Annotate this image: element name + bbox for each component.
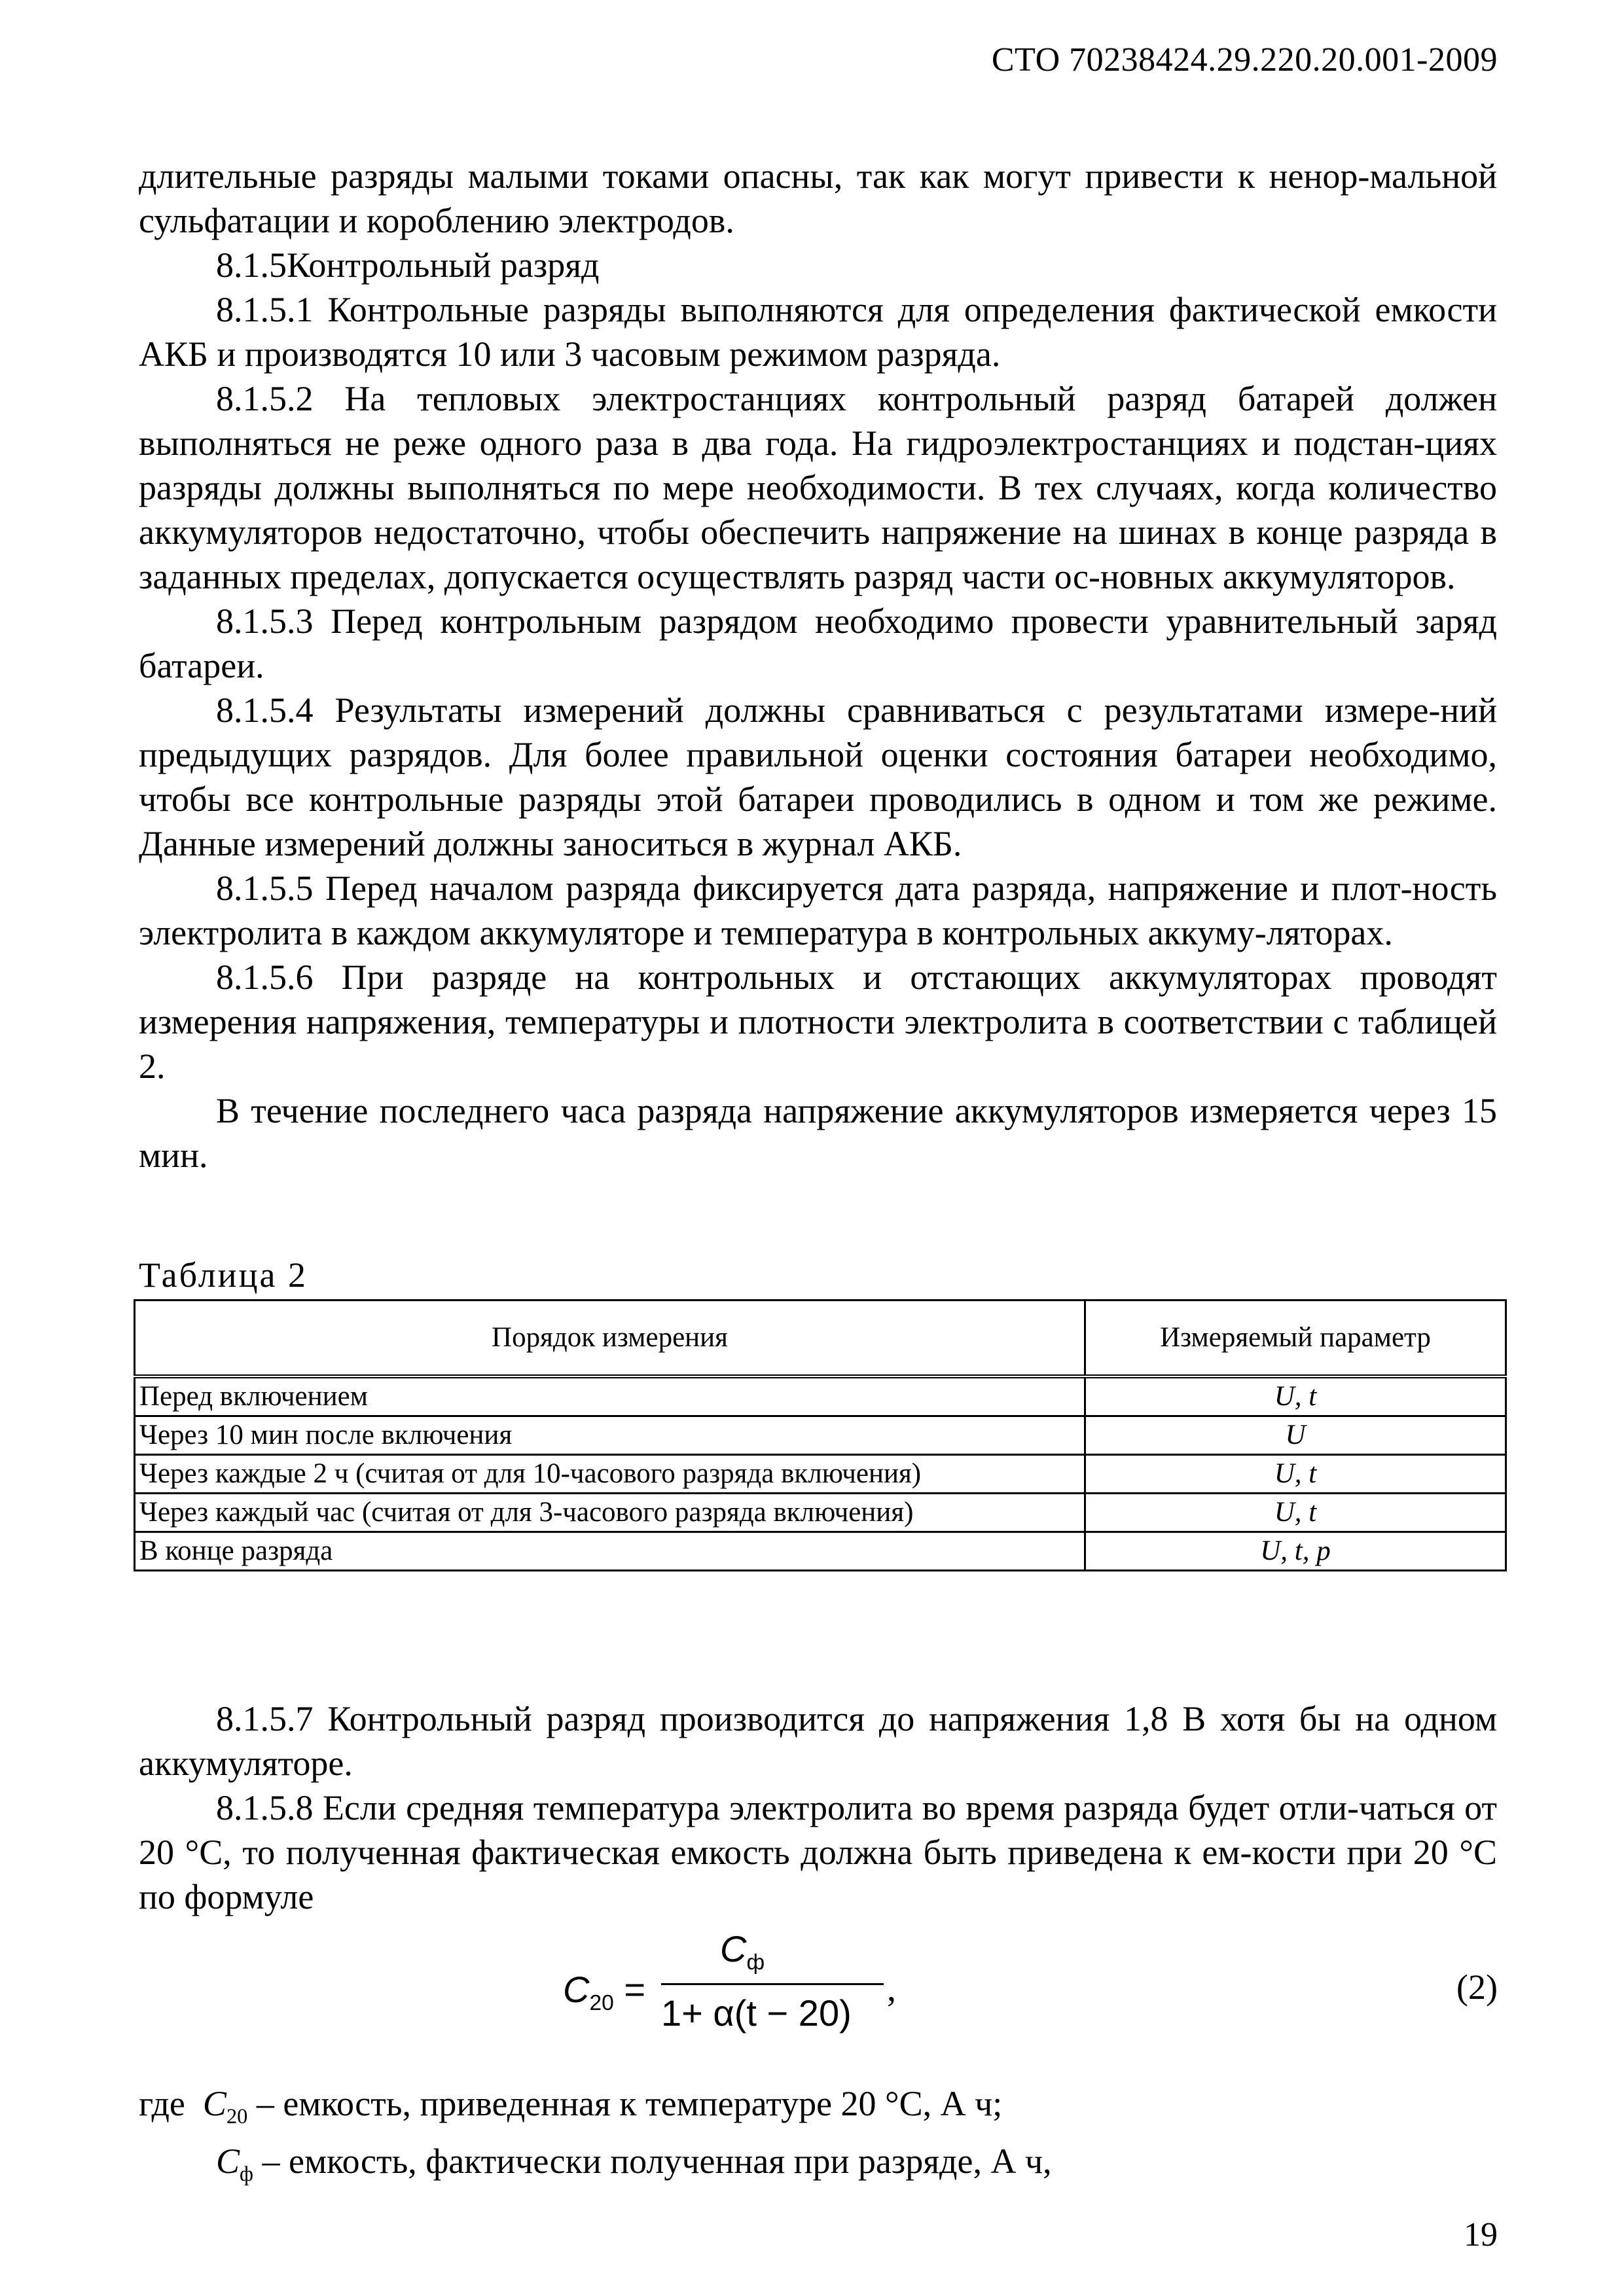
fraction-bar bbox=[661, 1983, 884, 1985]
paragraph: 8.1.5.3 Перед контрольным разрядом необходимо провести уравнительный заряд батареи. bbox=[139, 601, 1497, 685]
formula-lhs bbox=[563, 1968, 645, 2016]
formula-equals: = bbox=[624, 1969, 646, 2010]
paragraph: 8.1.5.7 Контрольный разряд производится до напряжения 1,8 В хотя бы на одном аккумуляторе. bbox=[139, 1699, 1497, 1783]
table-header-row bbox=[135, 1300, 1506, 1377]
formula-numerator-symbol: C bbox=[720, 1928, 747, 1969]
table-cell-parameter: U, t bbox=[1085, 1494, 1506, 1532]
body-text bbox=[139, 154, 1497, 1177]
paragraph: 8.1.5.6 При разряде на контрольных и отстающих аккумуляторах проводят измерения напряжения, температуры и плотности электролита в соответствии с таблицей 2. bbox=[139, 958, 1497, 1086]
table-row bbox=[135, 1455, 1506, 1494]
formula-denominator: 1+ α(t − 20) bbox=[661, 1992, 852, 2034]
paragraph: 8.1.5.4 Результаты измерений должны сравниваться с результатами измере-ний предыдущих разрядов. Для более правильной оценки состояния батареи необходимо, чтобы все контрольные разряды этой батареи проводились в одном и том же режиме. Данные измерений должны заноситься в журнал АКБ. bbox=[139, 691, 1497, 863]
table-header-order: Порядок измерения bbox=[135, 1300, 1085, 1377]
legend-symbol: C bbox=[202, 2084, 226, 2123]
legend-row bbox=[139, 2139, 1052, 2197]
table-cell-parameter: U, t bbox=[1085, 1455, 1506, 1494]
table-cell-order: Перед включением bbox=[135, 1376, 1085, 1416]
capacity-formula bbox=[556, 1928, 949, 2058]
paragraph: 8.1.5.5 Перед началом разряда фиксируется дата разряда, напряжение и плот-ность электролита в каждом аккумуляторе и температура в контрольных аккуму-ляторах. bbox=[139, 869, 1497, 952]
table-cell-parameter: U, t, p bbox=[1085, 1532, 1506, 1571]
table-row bbox=[135, 1494, 1506, 1532]
formula-comma: , bbox=[887, 1969, 896, 2009]
legend-row bbox=[139, 2081, 1052, 2139]
legend-lead: где bbox=[139, 2084, 185, 2123]
formula-numerator bbox=[720, 1928, 765, 1975]
table-cell-order: Через каждые 2 ч (считая от для 10-часового разряда включения) bbox=[135, 1455, 1085, 1494]
legend-symbol: C bbox=[216, 2141, 240, 2181]
paragraph: 8.1.5.2 На тепловых электростанциях контрольный разряд батарей должен выполняться не реже одного раза в два года. На гидроэлектростанциях и подстан-циях разряды должны выполняться по мере необходимости. В тех случаях, когда количество аккумуляторов недостаточно, чтобы обеспечить напряжение на шинах в конце разряда в заданных пределах, допускается осуществлять разряд части ос-новных аккумуляторов. bbox=[139, 379, 1497, 596]
legend-text: – емкость, приведенная к температуре 20 °С, А ч; bbox=[247, 2084, 1003, 2123]
formula-numerator-subscript: ф bbox=[746, 1950, 765, 1975]
table-caption: Таблица 2 bbox=[139, 1255, 308, 1295]
legend-subscript: 20 bbox=[226, 2104, 248, 2128]
after-table-text bbox=[139, 1696, 1497, 1919]
table-cell-parameter: U, t bbox=[1085, 1376, 1506, 1416]
formula-legend bbox=[139, 2081, 1052, 2197]
table-cell-parameter: U bbox=[1085, 1416, 1506, 1455]
paragraph: длительные разряды малыми токами опасны, так как могут привести к ненор-мальной сульфатации и короблению электродов. bbox=[139, 156, 1497, 240]
paragraph: В течение последнего часа разряда напряжение аккумуляторов измеряется через 15 мин. bbox=[139, 1091, 1497, 1175]
paragraph: 8.1.5.8 Если средняя температура электролита во время разряда будет отли-чаться от 20 °С, то полученная фактическая емкость должна быть приведена к ем-кости при 20 °С по формуле bbox=[139, 1788, 1497, 1916]
formula-lhs-symbol: C bbox=[563, 1969, 590, 2010]
table-cell-order: Через 10 мин после включения bbox=[135, 1416, 1085, 1455]
section-heading: 8.1.5Контрольный разряд bbox=[216, 245, 600, 285]
table-cell-order: В конце разряда bbox=[135, 1532, 1085, 1571]
equation-number: (2) bbox=[1456, 1967, 1498, 2007]
table-row bbox=[135, 1416, 1506, 1455]
document-code: СТО 70238424.29.220.20.001-2009 bbox=[991, 41, 1498, 79]
table-row bbox=[135, 1376, 1506, 1416]
legend-subscript: ф bbox=[240, 2162, 254, 2186]
table-header-parameter bbox=[1085, 1300, 1506, 1377]
page-number: 19 bbox=[1464, 2216, 1498, 2253]
paragraph: 8.1.5.1 Контрольные разряды выполняются для определения фактической емкости АКБ и производятся 10 или 3 часовым режимом разряда. bbox=[139, 290, 1497, 374]
measurement-table bbox=[134, 1299, 1507, 1571]
formula-lhs-subscript: 20 bbox=[589, 1991, 614, 2016]
table-cell-order: Через каждый час (считая от для 3-часового разряда включения) bbox=[135, 1494, 1085, 1532]
legend-text: – емкость, фактически полученная при разряде, А ч, bbox=[253, 2141, 1052, 2181]
table-row bbox=[135, 1532, 1506, 1571]
table-header-parameter-text: Измеряемый параметр bbox=[1160, 1322, 1431, 1353]
